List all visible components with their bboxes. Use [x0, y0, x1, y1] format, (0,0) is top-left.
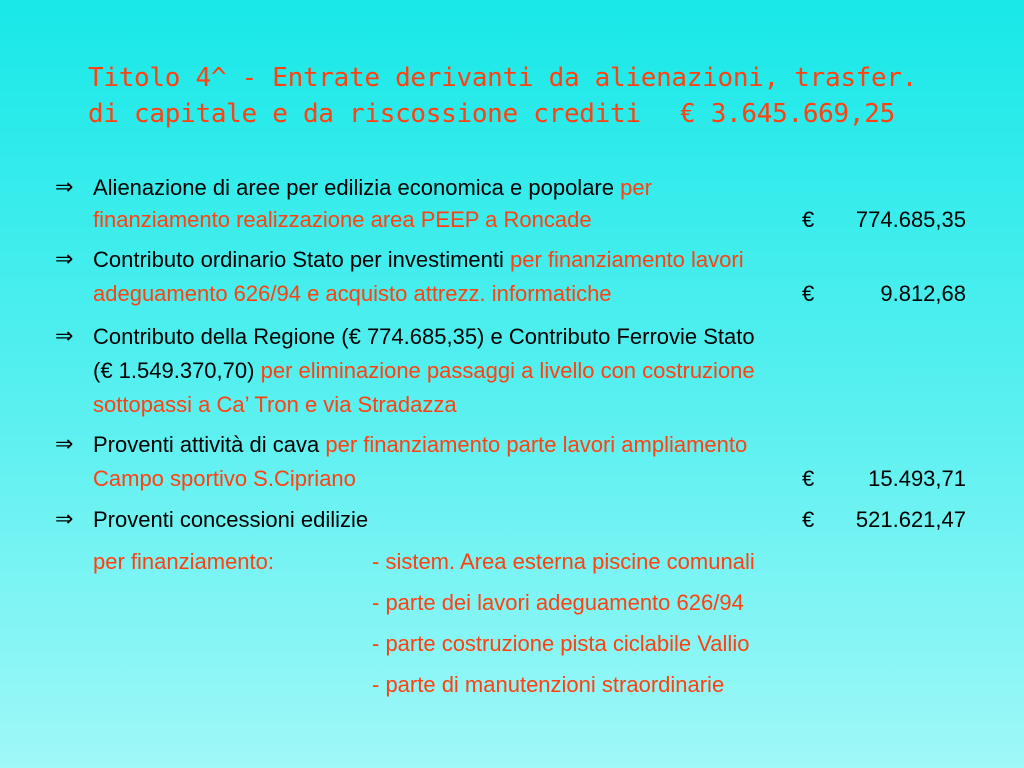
financing-line: - parte dei lavori adeguamento 626/94	[372, 590, 744, 615]
implies-arrow-icon: ⇒	[55, 507, 74, 532]
item-text: Proventi attività di cava	[93, 432, 320, 457]
implies-arrow-icon: ⇒	[55, 432, 74, 457]
item-amount: 521.621,47	[855, 507, 966, 532]
item-text: (€ 1.549.370,70)	[93, 358, 255, 383]
slide-title	[88, 60, 917, 132]
item-text: Contributo ordinario Stato per investimenti	[93, 247, 504, 272]
implies-arrow-icon: ⇒	[55, 175, 74, 200]
item-amount: 774.685,35	[855, 207, 966, 232]
currency-symbol: €	[802, 466, 815, 491]
item-amount: 9.812,68	[880, 281, 966, 306]
item-purpose: Campo sportivo S.Cipriano	[93, 466, 356, 491]
item-purpose: per finanziamento parte lavori ampliamento	[325, 432, 748, 457]
financing-line: - parte di manutenzioni straordinarie	[372, 672, 725, 697]
item-purpose: per finanziamento lavori	[510, 247, 744, 272]
currency-symbol: €	[802, 207, 815, 232]
implies-arrow-icon: ⇒	[55, 247, 74, 272]
item-purpose: sottopassi a Ca’ Tron e via Stradazza	[93, 392, 457, 417]
title-line-1: Titolo 4^ - Entrate derivanti da alienazioni, trasfer.	[88, 63, 918, 93]
financing-label: per finanziamento:	[93, 549, 274, 574]
item-purpose: per	[620, 175, 652, 200]
financing-line: - parte costruzione pista ciclabile Vallio	[372, 631, 750, 656]
item-text: Alienazione di aree per edilizia economica e popolare	[93, 175, 614, 200]
title-amount: € 3.645.669,25	[680, 99, 895, 129]
item-text: Proventi concessioni edilizie	[93, 507, 369, 532]
item-purpose: adeguamento 626/94 e acquisto attrezz. informatiche	[93, 281, 612, 306]
item-amount: 15.493,71	[868, 466, 966, 491]
item-purpose: per eliminazione passaggi a livello con costruzione	[260, 358, 755, 383]
title-line-2: di capitale e da riscossione crediti	[88, 99, 641, 129]
implies-arrow-icon: ⇒	[55, 324, 74, 349]
financing-line: - sistem. Area esterna piscine comunali	[372, 549, 755, 574]
currency-symbol: €	[802, 281, 815, 306]
currency-symbol: €	[802, 507, 815, 532]
item-text: Contributo della Regione (€ 774.685,35) e Contributo Ferrovie Stato	[93, 324, 755, 349]
item-purpose: finanziamento realizzazione area PEEP a Roncade	[93, 207, 592, 232]
